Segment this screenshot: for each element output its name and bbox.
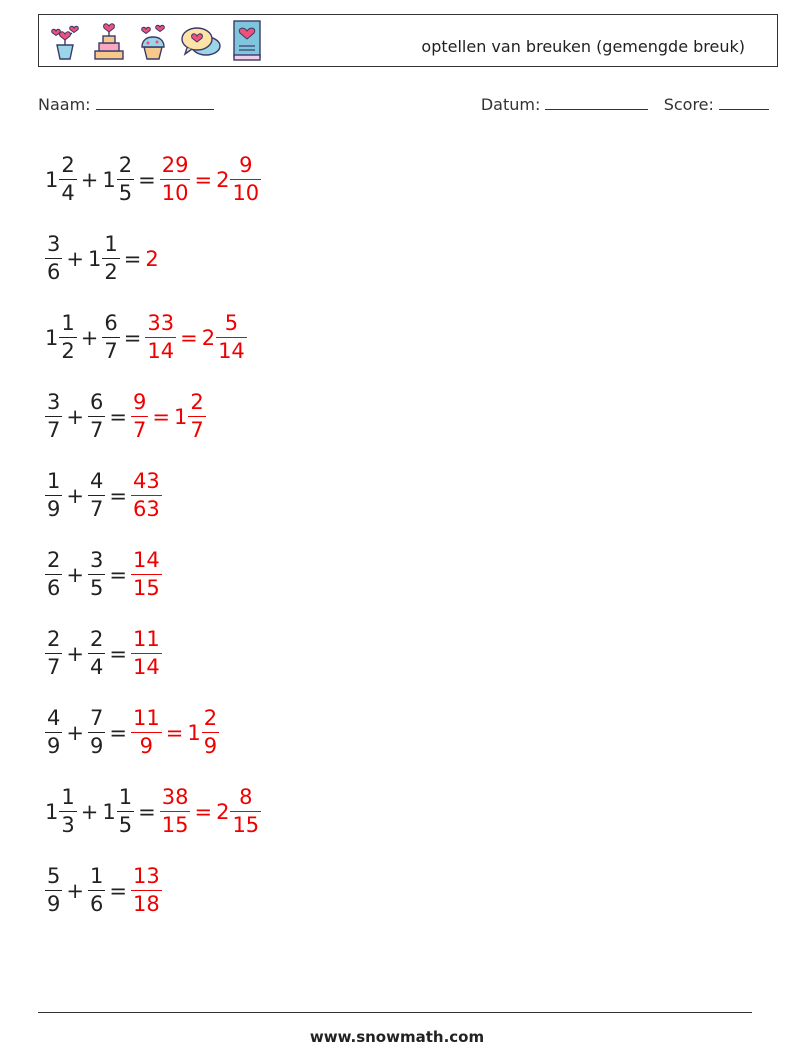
whole-number: 1 [45, 325, 59, 350]
problem-row [45, 298, 445, 377]
equals-sign: = [109, 641, 127, 666]
fraction [131, 863, 162, 917]
fraction [131, 705, 162, 759]
denominator: 7 [89, 418, 104, 443]
denominator: 7 [132, 418, 147, 443]
denominator: 18 [132, 892, 160, 917]
answer-value [216, 784, 261, 838]
denominator: 14 [132, 655, 160, 680]
numerator: 9 [132, 389, 147, 414]
heart-cupcake-icon [135, 21, 171, 61]
denominator: 5 [89, 576, 104, 601]
plus-sign: + [66, 720, 84, 745]
problem-list [45, 140, 445, 930]
plus-sign: + [80, 167, 99, 192]
term [45, 863, 62, 917]
problem-row [45, 614, 445, 693]
term [88, 626, 105, 680]
numerator: 2 [47, 626, 61, 651]
denominator: 5 [118, 813, 133, 838]
date-label: Datum: [480, 95, 541, 114]
problem-row [45, 377, 445, 456]
denominator: 15 [132, 576, 160, 601]
term [45, 310, 77, 364]
name-blank[interactable] [96, 94, 214, 110]
fraction [59, 310, 76, 364]
whole-number: 2 [216, 799, 230, 824]
denominator: 63 [132, 497, 160, 522]
numerator: 6 [89, 389, 104, 414]
header-icons [47, 19, 263, 63]
term [88, 863, 105, 917]
fraction [216, 310, 247, 364]
denominator: 2 [104, 260, 118, 285]
numerator: 3 [47, 231, 61, 256]
equals-sign: = [194, 167, 213, 192]
fraction [131, 389, 148, 443]
problem-row [45, 693, 445, 772]
denominator: 7 [89, 497, 104, 522]
numerator: 1 [118, 784, 133, 809]
numerator: 9 [239, 152, 253, 177]
denominator: 4 [61, 181, 75, 206]
denominator: 9 [47, 497, 61, 522]
whole-number: 1 [173, 404, 188, 429]
fraction [45, 626, 62, 680]
date-score-fields [481, 94, 769, 114]
term [88, 547, 105, 601]
fraction [145, 310, 176, 364]
whole-number: 1 [187, 720, 201, 745]
answer-value [131, 863, 162, 917]
numerator: 1 [61, 784, 75, 809]
denominator: 9 [47, 892, 61, 917]
denominator: 7 [190, 418, 204, 443]
denominator: 10 [161, 181, 189, 206]
equals-sign: = [180, 325, 198, 350]
score-label: Score: [663, 95, 714, 114]
denominator: 15 [161, 813, 189, 838]
numerator: 2 [190, 389, 204, 414]
equals-sign: = [138, 167, 156, 192]
fraction [131, 468, 162, 522]
denominator: 6 [89, 892, 104, 917]
whole-number: 2 [201, 325, 216, 350]
worksheet-header [38, 14, 778, 67]
equals-sign: = [109, 720, 127, 745]
heart-chat-bubbles-icon [179, 21, 223, 61]
footer-url: www.snowmath.com [309, 1028, 485, 1046]
answer-value [187, 705, 219, 759]
fraction [230, 152, 261, 206]
whole-number: 2 [216, 167, 230, 192]
fraction [88, 547, 105, 601]
denominator: 6 [47, 260, 61, 285]
answer-value [145, 310, 176, 364]
term [45, 547, 62, 601]
numerator: 1 [47, 468, 61, 493]
equals-sign: = [109, 562, 127, 587]
numerator: 5 [47, 863, 61, 888]
numerator: 38 [161, 784, 189, 809]
term [45, 626, 62, 680]
numerator: 13 [132, 863, 160, 888]
problem-row [45, 772, 445, 851]
numerator: 2 [118, 152, 133, 177]
term [45, 152, 77, 206]
denominator: 6 [47, 576, 61, 601]
term [88, 705, 105, 759]
plus-sign: + [66, 246, 84, 271]
fraction [45, 389, 62, 443]
name-label: Naam: [38, 95, 91, 114]
fraction [160, 784, 191, 838]
denominator: 3 [61, 813, 75, 838]
heart-cake-icon [91, 21, 127, 61]
denominator: 14 [147, 339, 175, 364]
fraction [88, 468, 105, 522]
plus-sign: + [80, 325, 99, 350]
whole-number: 2 [145, 246, 159, 271]
denominator: 9 [47, 734, 61, 759]
plus-sign: + [66, 641, 84, 666]
denominator: 7 [47, 655, 61, 680]
equals-sign: = [194, 799, 213, 824]
answer-value [160, 784, 191, 838]
denominator: 9 [89, 734, 104, 759]
answer-value [131, 389, 148, 443]
fraction [45, 863, 62, 917]
plus-sign: + [66, 878, 84, 903]
answer-value [160, 152, 191, 206]
fraction [188, 389, 205, 443]
numerator: 8 [239, 784, 253, 809]
denominator: 9 [203, 734, 218, 759]
denominator: 5 [118, 181, 133, 206]
footer-divider [38, 1012, 752, 1013]
fraction [102, 310, 119, 364]
denominator: 2 [61, 339, 75, 364]
answer-value [216, 152, 261, 206]
numerator: 2 [61, 152, 75, 177]
term [102, 784, 134, 838]
fraction [59, 152, 76, 206]
equals-sign: = [165, 720, 184, 745]
problem-row [45, 535, 445, 614]
score-blank[interactable] [719, 94, 769, 110]
fraction [102, 231, 119, 285]
fraction [117, 152, 134, 206]
numerator: 1 [104, 231, 118, 256]
numerator: 43 [132, 468, 160, 493]
plus-sign: + [66, 404, 84, 429]
term [102, 152, 134, 206]
equals-sign: = [109, 878, 127, 903]
term [45, 231, 62, 285]
numerator: 1 [61, 310, 75, 335]
answer-value [131, 468, 162, 522]
numerator: 1 [89, 863, 104, 888]
term [102, 310, 119, 364]
term [88, 389, 105, 443]
term [45, 389, 62, 443]
numerator: 3 [47, 389, 61, 414]
denominator: 15 [232, 813, 260, 838]
problem-row [45, 140, 445, 219]
answer-value [173, 389, 206, 443]
denominator: 14 [218, 339, 245, 364]
fraction [131, 626, 162, 680]
term [45, 705, 62, 759]
whole-number: 1 [87, 246, 102, 271]
fraction [88, 863, 105, 917]
term [88, 468, 105, 522]
denominator: 7 [47, 418, 61, 443]
numerator: 7 [89, 705, 104, 730]
numerator: 14 [132, 547, 160, 572]
denominator: 7 [104, 339, 118, 364]
worksheet-title: optellen van breuken (gemengde breuk) [421, 37, 745, 56]
fraction [88, 626, 105, 680]
equals-sign: = [152, 404, 170, 429]
heart-book-icon [231, 19, 263, 63]
answer-value [131, 626, 162, 680]
fraction [45, 547, 62, 601]
heart-flower-pot-icon [47, 21, 83, 61]
equals-sign: = [109, 483, 127, 508]
equals-sign: = [138, 799, 156, 824]
problem-row [45, 456, 445, 535]
fraction [88, 389, 105, 443]
answer-value [131, 705, 162, 759]
term [45, 784, 77, 838]
fraction [202, 705, 219, 759]
fraction [88, 705, 105, 759]
fraction [117, 784, 134, 838]
plus-sign: + [66, 562, 84, 587]
fraction [131, 547, 162, 601]
name-field [38, 94, 214, 114]
term [87, 231, 120, 285]
numerator: 11 [132, 705, 160, 730]
plus-sign: + [80, 799, 99, 824]
whole-number: 1 [45, 799, 59, 824]
fraction [45, 468, 62, 522]
whole-number: 1 [45, 167, 59, 192]
answer-value [145, 247, 159, 271]
whole-number: 1 [102, 799, 116, 824]
numerator: 11 [132, 626, 160, 651]
fraction [230, 784, 261, 838]
numerator: 6 [104, 310, 118, 335]
problem-row [45, 851, 445, 930]
equals-sign: = [123, 246, 142, 271]
equals-sign: = [109, 404, 127, 429]
numerator: 5 [224, 310, 239, 335]
answer-value [131, 547, 162, 601]
plus-sign: + [66, 483, 84, 508]
numerator: 4 [89, 468, 104, 493]
problem-row [45, 219, 445, 298]
fraction [59, 784, 76, 838]
date-blank[interactable] [545, 94, 648, 110]
answer-value [201, 310, 247, 364]
fraction [45, 231, 62, 285]
denominator: 9 [139, 734, 154, 759]
numerator: 2 [47, 547, 61, 572]
fraction [45, 705, 62, 759]
numerator: 33 [147, 310, 175, 335]
numerator: 4 [47, 705, 61, 730]
numerator: 2 [89, 626, 104, 651]
term [45, 468, 62, 522]
numerator: 3 [89, 547, 104, 572]
denominator: 4 [89, 655, 104, 680]
numerator: 29 [161, 152, 189, 177]
denominator: 10 [232, 181, 260, 206]
equals-sign: = [123, 325, 142, 350]
numerator: 2 [203, 705, 218, 730]
whole-number: 1 [102, 167, 116, 192]
fraction [160, 152, 191, 206]
